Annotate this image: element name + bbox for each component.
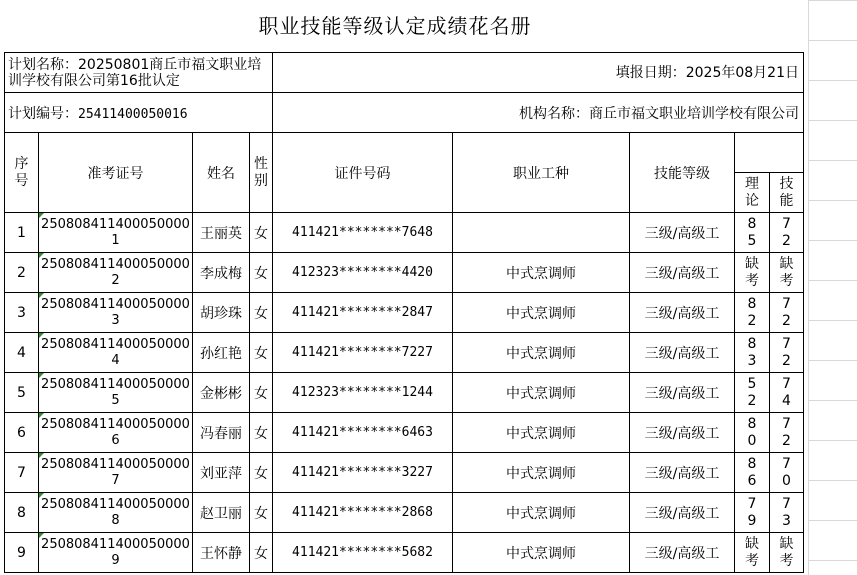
plan-name-label: 计划名称： <box>8 56 78 73</box>
cell-index[interactable]: 5 <box>5 373 39 413</box>
spreadsheet-empty-columns <box>808 0 857 575</box>
cell-id-no[interactable]: 411421********7648 <box>273 213 453 253</box>
plan-no-cell <box>5 93 273 133</box>
org-label: 机构名称： <box>519 105 589 122</box>
cell-name[interactable]: 李成梅 <box>193 253 250 293</box>
cell-theory[interactable]: 86 <box>735 453 770 493</box>
table-row <box>5 413 804 453</box>
cell-id-no[interactable]: 411421********6463 <box>273 413 453 453</box>
cell-ticket[interactable]: 2508084114000500007 <box>39 453 193 493</box>
cell-occupation[interactable]: 中式烹调师 <box>453 413 630 453</box>
cell-name[interactable]: 胡珍珠 <box>193 293 250 333</box>
cell-gender[interactable]: 女 <box>250 333 273 373</box>
cell-level[interactable]: 三级/高级工 <box>630 493 735 533</box>
header-row-top <box>5 133 804 173</box>
cell-ticket[interactable]: 2508084114000500009 <box>39 533 193 573</box>
cell-occupation[interactable]: 中式烹调师 <box>453 493 630 533</box>
header-index: 序号 <box>5 133 39 213</box>
info-row-1 <box>5 53 804 93</box>
cell-gender[interactable]: 女 <box>250 373 273 413</box>
plan-name-value: 20250801商丘市福文职业培训学校有限公司第16批认定 <box>8 56 262 89</box>
cell-occupation[interactable]: 中式烹调师 <box>453 333 630 373</box>
cell-gender[interactable]: 女 <box>250 413 273 453</box>
cell-theory[interactable]: 82 <box>735 293 770 333</box>
cell-skill[interactable]: 70 <box>770 453 804 493</box>
cell-skill[interactable]: 74 <box>770 373 804 413</box>
cell-gender[interactable]: 女 <box>250 253 273 293</box>
cell-gender[interactable]: 女 <box>250 533 273 573</box>
cell-name[interactable]: 刘亚萍 <box>193 453 250 493</box>
cell-ticket[interactable]: 2508084114000500005 <box>39 373 193 413</box>
cell-occupation[interactable]: 中式烹调师 <box>453 293 630 333</box>
cell-id-no[interactable]: 411421********2847 <box>273 293 453 333</box>
plan-name-cell <box>5 53 273 93</box>
table-row <box>5 533 804 573</box>
cell-level[interactable]: 三级/高级工 <box>630 293 735 333</box>
cell-index[interactable]: 4 <box>5 333 39 373</box>
org-cell <box>273 93 804 133</box>
cell-theory[interactable]: 缺考 <box>735 533 770 573</box>
cell-gender[interactable]: 女 <box>250 453 273 493</box>
cell-skill[interactable]: 72 <box>770 413 804 453</box>
cell-index[interactable]: 8 <box>5 493 39 533</box>
cell-level[interactable]: 三级/高级工 <box>630 253 735 293</box>
header-name: 姓名 <box>193 133 250 213</box>
fill-date-value: 2025年08月21日 <box>685 64 799 81</box>
cell-level[interactable]: 三级/高级工 <box>630 413 735 453</box>
cell-skill[interactable]: 缺考 <box>770 533 804 573</box>
fill-date-label: 填报日期： <box>615 64 686 81</box>
cell-id-no[interactable]: 411421********5682 <box>273 533 453 573</box>
plan-no-label: 计划编号： <box>8 105 78 122</box>
cell-index[interactable]: 3 <box>5 293 39 333</box>
cell-id-no[interactable]: 411421********3227 <box>273 453 453 493</box>
cell-index[interactable]: 1 <box>5 213 39 253</box>
cell-name[interactable]: 冯春丽 <box>193 413 250 453</box>
cell-occupation[interactable] <box>453 213 630 253</box>
cell-theory[interactable]: 85 <box>735 213 770 253</box>
cell-index[interactable]: 9 <box>5 533 39 573</box>
cell-index[interactable]: 2 <box>5 253 39 293</box>
cell-gender[interactable]: 女 <box>250 293 273 333</box>
table-row <box>5 213 804 253</box>
cell-name[interactable]: 王丽英 <box>193 213 250 253</box>
header-level: 技能等级 <box>630 133 735 213</box>
cell-index[interactable]: 7 <box>5 453 39 493</box>
cell-level[interactable]: 三级/高级工 <box>630 333 735 373</box>
cell-name[interactable]: 孙红艳 <box>193 333 250 373</box>
cell-occupation[interactable]: 中式烹调师 <box>453 373 630 413</box>
cell-theory[interactable]: 79 <box>735 493 770 533</box>
cell-level[interactable]: 三级/高级工 <box>630 213 735 253</box>
cell-index[interactable]: 6 <box>5 413 39 453</box>
header-occupation: 职业工种 <box>453 133 630 213</box>
cell-occupation[interactable]: 中式烹调师 <box>453 533 630 573</box>
header-skill: 技能 <box>770 173 804 213</box>
page-title: 职业技能等级认定成绩花名册 <box>258 14 532 38</box>
header-gender: 性别 <box>250 133 273 213</box>
cell-skill[interactable]: 72 <box>770 293 804 333</box>
cell-id-no[interactable]: 412323********1244 <box>273 373 453 413</box>
cell-gender[interactable]: 女 <box>250 213 273 253</box>
table-row <box>5 293 804 333</box>
cell-gender[interactable]: 女 <box>250 493 273 533</box>
cell-occupation[interactable]: 中式烹调师 <box>453 453 630 493</box>
cell-ticket[interactable]: 2508084114000500001 <box>39 213 193 253</box>
cell-theory[interactable]: 83 <box>735 333 770 373</box>
cell-name[interactable]: 金彬彬 <box>193 373 250 413</box>
cell-ticket[interactable]: 2508084114000500002 <box>39 253 193 293</box>
cell-level[interactable]: 三级/高级工 <box>630 373 735 413</box>
cell-level[interactable]: 三级/高级工 <box>630 453 735 493</box>
org-value: 商丘市福文职业培训学校有限公司 <box>589 105 799 122</box>
cell-id-no[interactable]: 411421********2868 <box>273 493 453 533</box>
cell-level[interactable]: 三级/高级工 <box>630 533 735 573</box>
cell-ticket[interactable]: 2508084114000500006 <box>39 413 193 453</box>
cell-skill[interactable]: 72 <box>770 213 804 253</box>
fill-date-cell <box>273 53 804 93</box>
cell-skill[interactable]: 缺考 <box>770 253 804 293</box>
table-row <box>5 253 804 293</box>
cell-theory[interactable]: 80 <box>735 413 770 453</box>
cell-id-no[interactable]: 411421********7227 <box>273 333 453 373</box>
cell-name[interactable]: 王怀静 <box>193 533 250 573</box>
cell-ticket[interactable]: 2508084114000500004 <box>39 333 193 373</box>
cell-theory[interactable]: 缺考 <box>735 253 770 293</box>
table-row <box>5 333 804 373</box>
cell-name[interactable]: 赵卫丽 <box>193 493 250 533</box>
table-row <box>5 373 804 413</box>
data-rows <box>5 213 804 573</box>
cell-occupation[interactable]: 中式烹调师 <box>453 253 630 293</box>
cell-skill[interactable]: 72 <box>770 333 804 373</box>
cell-skill[interactable]: 73 <box>770 493 804 533</box>
cell-ticket[interactable]: 2508084114000500003 <box>39 293 193 333</box>
plan-no-value: 25411400050016 <box>78 106 188 122</box>
cell-ticket[interactable]: 2508084114000500008 <box>39 493 193 533</box>
info-row-2 <box>5 93 804 133</box>
cell-theory[interactable]: 52 <box>735 373 770 413</box>
header-ticket: 准考证号 <box>39 133 193 213</box>
cell-id-no[interactable]: 412323********4420 <box>273 253 453 293</box>
roster-table <box>4 52 804 573</box>
table-row <box>5 453 804 493</box>
header-theory: 理论 <box>735 173 770 213</box>
header-score-group <box>735 133 804 173</box>
table-row <box>5 493 804 533</box>
header-id-no: 证件号码 <box>273 133 453 213</box>
